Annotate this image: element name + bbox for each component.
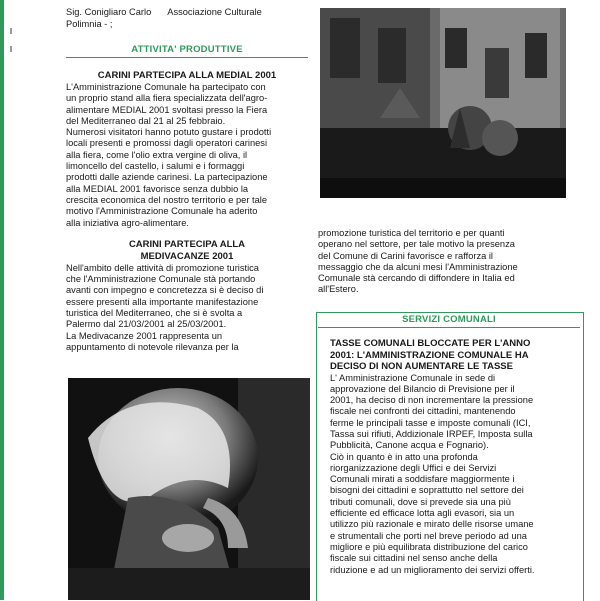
body-line: e strumentali che porti nel breve periodo ad una: [330, 530, 527, 541]
article-medivacanze-headline-2: MEDIVACANZE 2001: [140, 250, 234, 262]
margin-tick: [10, 46, 12, 52]
telephone-photo: [68, 378, 310, 600]
section-divider: [318, 327, 580, 328]
body-line: alimentare MEDIAL 2001 svoltasi presso la Fiera: [66, 104, 268, 115]
body-line: Comunale stà cercando di diffondere in Italia ed: [318, 273, 515, 284]
article-tasse-headline: 2001: L'AMMINISTRAZIONE COMUNALE HA: [330, 349, 529, 361]
body-line: efficiente ed efficace lotta agli evasori, sia un: [330, 508, 515, 519]
body-line: Comunali mirati a soddisfare maggiormente i: [330, 474, 515, 485]
body-line: 2001, ha deciso di non incrementare la pressione: [330, 395, 534, 406]
left-margin-rule: [0, 0, 4, 600]
body-line: La Medivacanze 2001 rappresenta un: [66, 330, 223, 341]
body-line: alla iniziativa agro-alimentare.: [66, 217, 189, 228]
body-line: migliore e più equilibrata distribuzione del carico: [330, 541, 528, 552]
body-line: Tassa sui rifiuti, Addizionale IRPEF, Imposta sulla: [330, 428, 533, 439]
body-line: L' Amministrazione Comunale in sede di: [330, 372, 496, 383]
body-line: appuntamento di notevole rilevanza per la: [66, 341, 239, 352]
servizi-title-wrap: [318, 314, 580, 328]
body-line: limoncello del castello, i salumi e i formaggi: [66, 161, 245, 172]
article-medivacanze-headline-1: CARINI PARTECIPA ALLA: [128, 238, 246, 250]
article-medial-body: [66, 82, 308, 229]
body-line: del Comune di Carini favorisce e rafforza il: [318, 250, 493, 261]
margin-tick: [10, 28, 12, 34]
credit-line-2: Polimnia - ;: [66, 19, 113, 29]
body-line: all'Estero.: [318, 284, 359, 295]
body-line: L'Amministrazione Comunale ha partecipato con: [66, 82, 266, 92]
body-line: un proprio stand alla fiera specializzata dell'agro-: [66, 93, 268, 104]
body-line: riduzione e ad un miglioramento dei servizi offerti.: [330, 564, 535, 575]
body-line: riorganizzazione degli Uffici e dei Servizi: [330, 462, 497, 473]
body-line: fiscale sui cittadini nel senso anche della: [330, 553, 498, 564]
body-line: motivo l'Amministrazione Comunale ha aderito: [66, 206, 258, 217]
body-line: Ciò in quanto è in atto una profonda: [330, 451, 478, 462]
servizi-article: [330, 338, 574, 576]
right-column-continuation: [318, 228, 574, 296]
body-line: Nell'ambito delle attività di promozione turistica: [66, 262, 259, 273]
body-line: turistica del Mediterraneo, che si è svolta a: [66, 308, 243, 319]
body-line: bisogni dei cittadini e soprattutto nel settore dei: [330, 485, 524, 496]
body-line: tributi comunali, dove si prevede sia una più: [330, 496, 511, 507]
article-tasse-headline: TASSE COMUNALI BLOCCATE PER L'ANNO: [330, 338, 531, 349]
body-line: alla fiera, come l'olio extra vergine di oliva, il: [66, 149, 248, 160]
body-line: prodotti dalle aziende carinesi. La partecipazione: [66, 172, 268, 183]
body-line: fiscale nei confronti dei cittadini, mantenendo: [330, 406, 516, 417]
body-line: ferme le principali tasse e imposte comunali (ICI,: [330, 417, 531, 428]
body-line: avanti con impegno e concretezza si è deciso di: [66, 285, 264, 296]
body-line: Pubblicità, Canone acqua e Fognario).: [330, 440, 489, 451]
body-line: Numerosi visitatori hanno potuto gustare i prodotti: [66, 127, 272, 138]
credit-line: [66, 6, 308, 18]
article-medial-headline: CARINI PARTECIPA ALLA MEDIAL 2001: [97, 70, 277, 81]
body-line: Palermo dal 21/03/2001 al 25/03/2001.: [66, 319, 227, 330]
article-medivacanze-body: [66, 263, 308, 353]
body-line: messaggio che da alcuni mesi l'Amministrazione: [318, 261, 518, 272]
article-tasse-headline: DECISO DI NON AUMENTARE LE TASSE: [330, 361, 513, 372]
body-line: che l'Amministrazione Comunale stà portando: [66, 274, 256, 285]
body-line: essere presenti alla importante manifestazione: [66, 296, 259, 307]
body-line: del Mediterraneo dal 21 al 25 febbraio.: [66, 115, 226, 126]
body-line: locali presenti e promossi dagli operatori carinesi: [66, 138, 268, 149]
credit-association: Associazione Culturale: [167, 7, 262, 17]
body-line: approvazione del Bilancio di Previsione per il: [330, 383, 515, 394]
body-line: utilizzo più razionale e mirato delle risorse umane: [330, 519, 534, 530]
article-tasse-body: [330, 373, 574, 576]
body-line: promozione turistica del territorio e per quanti: [318, 228, 505, 238]
body-line: operano nel settore, per tale motivo la presenza: [318, 239, 515, 250]
section-title-attivita: ATTIVITA' PRODUTTIVE: [131, 44, 243, 55]
credit-name: Sig. Conigliaro Carlo: [66, 7, 152, 17]
building-photo: [320, 8, 566, 198]
left-column: [66, 6, 308, 353]
section-title-servizi: SERVIZI COMUNALI: [402, 314, 496, 325]
body-line: alla MEDIAL 2001 favorisce senza dubbio la: [66, 183, 249, 194]
body-line: crescita economica del nostro territorio e per tale: [66, 194, 268, 205]
